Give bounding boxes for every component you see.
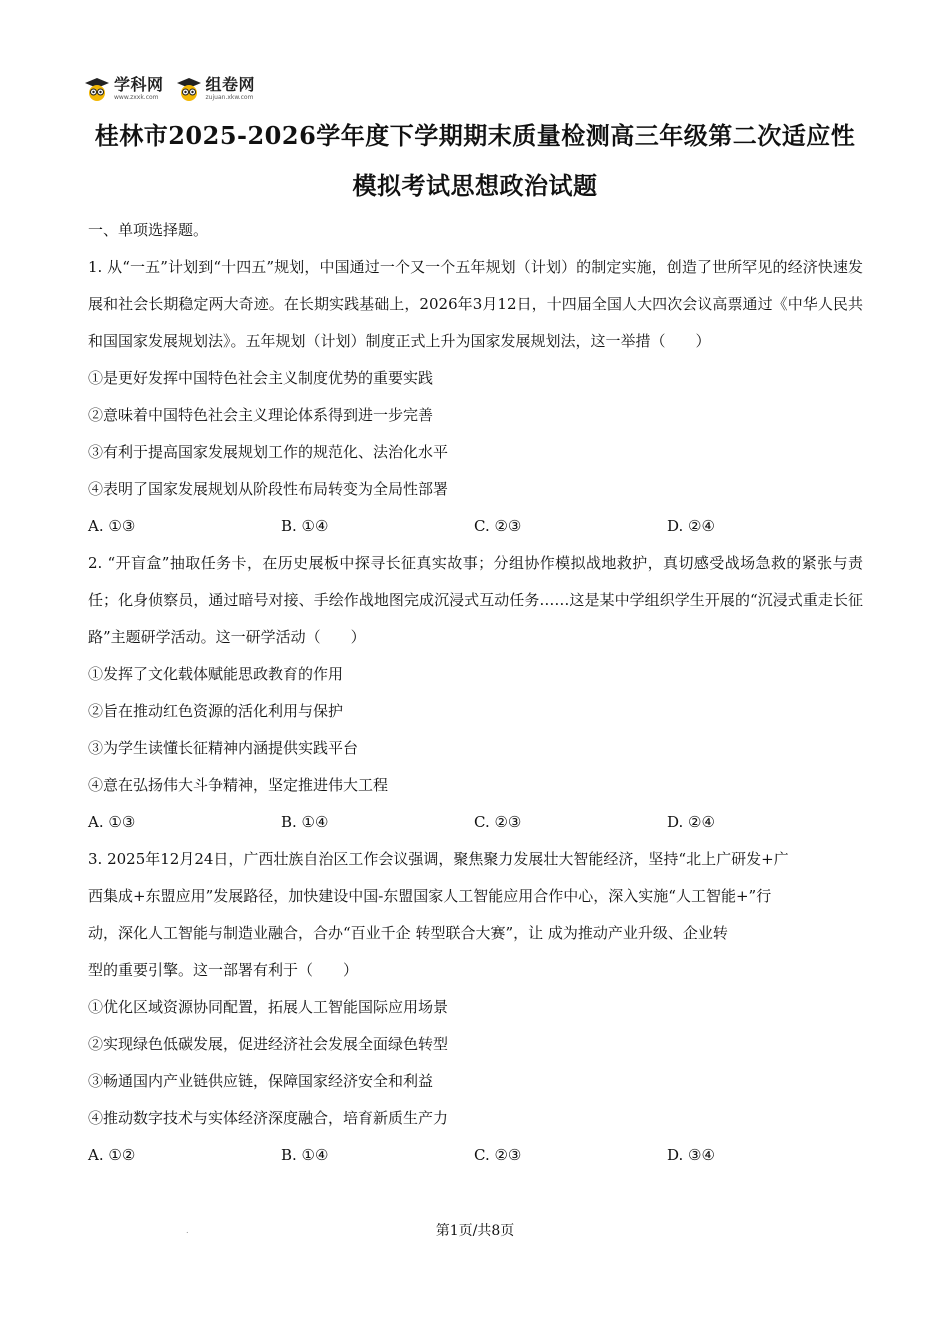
logo1-url: www.zxxk.com [114,94,159,101]
question-stem-line: 西集成+东盟应用”发展路径，加快建设中国-东盟国家人工智能应用合作中心，深入实施“人工智能+”行 [88,887,772,905]
section-heading: 一、单项选择题。 [88,221,209,239]
page-title-line1: 桂林市2025-2026学年度下学期期末质量检测高三年级第二次适应性 [94,121,856,150]
logo-bar [84,72,255,106]
statement-item: ②实现绿色低碳发展，促进经济社会发展全面绿色转型 [88,1035,449,1053]
graduate-owl-icon [84,76,110,102]
question-stem: 1. 从“一五”计划到“十四五”规划，中国通过一个又一个五年规划（计划）的制定实施，创造了世所罕见的经济快速发展和社会长期稳定两大奇迹。在长期实践基础上，2026年3月12日，十四届全国人大四次会议高票通过《中华人民共和国国家发展规划法》。五年规划（计划）制度正式上升为国家发展规划法，这一举措（ ） [88,258,863,350]
statement-item: ④意在弘扬伟大斗争精神，坚定推进伟大工程 [88,776,389,794]
zxxk-logo [84,76,164,102]
question-stem-line: 动，深化人工智能与制造业融合，合办“百业千企 转型联合大赛”，让 成为推动产业升级、企业转 [88,924,728,942]
question-stem: 2. “开盲盒”抽取任务卡，在历史展板中探寻长征真实故事；分组协作模拟战地救护，真切感受战场急救的紧张与责任；化身侦察员，通过暗号对接、手绘作战地图完成沉浸式互动任务……这是某中学组织学生开展的“沉浸式重走长征路”主题研学活动。这一研学活动（ ） [88,554,863,646]
stray-dot: . [186,1226,189,1235]
option-c: C. ②③ [474,813,522,831]
option-b: B. ①④ [281,517,329,535]
logo1-name: 学科网 [114,75,164,94]
option-a: A. ①③ [88,813,136,831]
logo2-url: zujuan.xkw.com [205,94,254,101]
exam-content [88,212,863,1174]
statement-item: ③畅通国内产业链供应链，保障国家经济安全和利益 [88,1072,434,1090]
answer-options [88,804,863,841]
option-d: D. ②④ [667,813,715,831]
statement-item: ②意味着中国特色社会主义理论体系得到进一步完善 [88,406,434,424]
question-stem-line: 3. 2025年12月24日，广西壮族自治区工作会议强调，聚焦聚力发展壮大智能经济，坚持“北上广研发+广 [88,850,789,868]
option-a: A. ①③ [88,517,136,535]
statement-item: ①是更好发挥中国特色社会主义制度优势的重要实践 [88,369,434,387]
statement-item: ④推动数字技术与实体经济深度融合，培育新质生产力 [88,1109,449,1127]
answer-options [88,1137,863,1174]
option-d: D. ②④ [667,517,715,535]
statement-item: ③有利于提高国家发展规划工作的规范化、法治化水平 [88,443,449,461]
question-3 [88,841,863,1174]
question-2 [88,545,863,841]
statement-item: ①优化区域资源协同配置，拓展人工智能国际应用场景 [88,998,449,1016]
option-b: B. ①④ [281,813,329,831]
page-number: 第1页/共8页 [435,1223,515,1239]
option-d: D. ③④ [667,1146,715,1164]
page-title-line2: 模拟考试思想政治试题 [352,171,598,200]
option-b: B. ①④ [281,1146,329,1164]
logo2-name: 组卷网 [205,75,256,94]
option-a: A. ①② [88,1146,136,1164]
question-stem-line: 型的重要引擎。这一部署有利于（ ） [88,961,359,979]
option-c: C. ②③ [474,517,522,535]
zujuan-logo [176,76,256,102]
graduate-owl-icon [176,76,202,102]
statement-item: ②旨在推动红色资源的活化利用与保护 [88,702,344,720]
statement-item: ①发挥了文化载体赋能思政教育的作用 [88,665,344,683]
option-c: C. ②③ [474,1146,522,1164]
statement-item: ④表明了国家发展规划从阶段性布局转变为全局性部署 [88,480,449,498]
statement-item: ③为学生读懂长征精神内涵提供实践平台 [88,739,359,757]
question-1 [88,249,863,545]
answer-options [88,508,863,545]
